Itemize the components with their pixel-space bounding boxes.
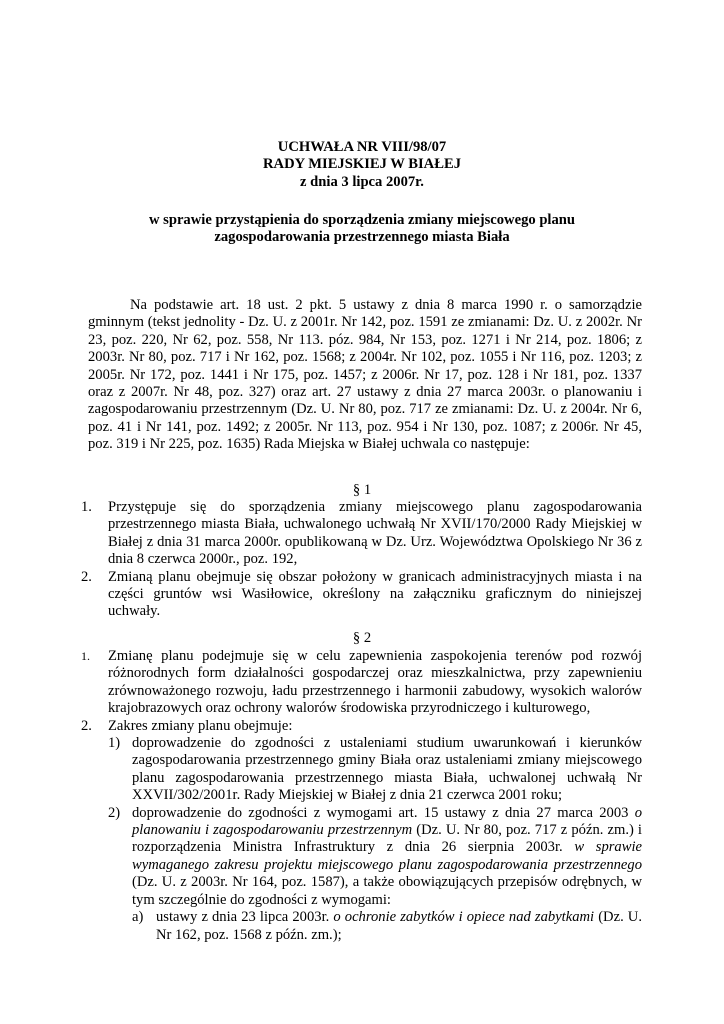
text-segment: ustawy z dnia 23 lipca 2003r. bbox=[156, 909, 334, 926]
item-number: 1. bbox=[81, 649, 90, 663]
preamble-paragraph: Na podstawie art. 18 ust. 2 pkt. 5 ustawy z dnia 8 marca 1990 r. o samorządzie gminnym (tekst jednolity - Dz. U. z 2001r. Nr 142, poz. 1591 ze zmianami: Dz. U. z 2002r. Nr 23, poz. 220, Nr 62, poz. 558, Nr 113. póz. 984, Nr 153, poz. 1271 i Nr 214, poz. 1806; z 2003r. Nr 80, poz. 717 i Nr 162, poz. 1568; z 2004r. Nr 102, poz. 1055 i Nr 116, poz. 1203; z 2005r. Nr 172, poz. 1441 i Nr 175, poz. 1457; z 2006r. Nr 17, poz. 128 i Nr 181, poz. 1337 oraz z 2007r. Nr 48, poz. 327) oraz art. 27 ustawy z dnia 27 marca 2003r. o planowaniu i zagospodarowaniu przestrzennym (Dz. U. Nr 80, poz. 717 ze zmianami: Dz. U. z 2004r. Nr 6, poz. 41 i Nr 141, poz. 1492; z 2005r. Nr 113, poz. 954 i Nr 130, poz. 1087; z 2006r. Nr 45, poz. 319 i Nr 225, poz. 1635) Rada Miejska w Białej uchwala co następuje: bbox=[88, 297, 642, 453]
sub-item-number: 2) bbox=[108, 804, 121, 821]
item-number: 2. bbox=[81, 568, 92, 585]
item-text: Przystępuje się do sporządzenia zmiany miejscowego planu zagospodarowania przestrzennego miasta Biała, uchwalonego uchwałą Nr XVII/170/2000 Rady Miejskiej w Białej z dnia 31 marca 2000r. opublikowaną w Dz. Urz. Województwa Opolskiego Nr 36 z dnia 8 czerwca 2000r., poz. 192, bbox=[108, 499, 642, 568]
sub-item-text bbox=[132, 805, 642, 909]
sub-item-text: doprowadzenie do zgodności z ustaleniami studium uwarunkowań i kierunków zagospodarowania przestrzennego gminy Biała oraz ustaleniami zmiany miejscowego planu zagospodarowania przestrzennego miasta Biała, uchwalonej uchwałą Nr XXVII/302/2001r. Rady Miejskiej w Białej z dnia 21 czerwca 2001 roku; bbox=[132, 735, 642, 804]
text-segment: (Dz. U. Nr 162, poz. 1568 z późn. zm.); bbox=[156, 909, 642, 943]
list-item bbox=[81, 648, 642, 718]
resolution-date: z dnia 3 lipca 2007r. bbox=[300, 173, 424, 190]
resolution-number: UCHWAŁA NR VIII/98/07 bbox=[277, 139, 447, 155]
section-2-list bbox=[81, 648, 642, 944]
item-number: 1. bbox=[81, 499, 92, 515]
sub-list-item bbox=[81, 735, 642, 805]
section-1-title: § 1 bbox=[352, 482, 372, 498]
item-text: Zmianę planu podejmuje się w celu zapewnienia zaspokojenia terenów pod rozwój różnorodnych form działalności gospodarczej oraz mieszkalnictwa, przy zapewnieniu zrównoważonego rozwoju, ładu przestrzennego i harmonii zabudowy, wysokich walorów krajobrazowych oraz ochrony walorów środowiska przyrodniczego i kulturowego, bbox=[108, 648, 642, 717]
text-segment: doprowadzenie do zgodności z wymogami art. 15 ustawy z dnia 27 marca 2003 bbox=[132, 804, 635, 821]
sub-sub-item-text bbox=[156, 909, 642, 944]
italic-act-title: o ochronie zabytków i opiece nad zabytkami bbox=[333, 909, 595, 926]
sub-item-number: 1) bbox=[108, 735, 121, 752]
section-2-title: § 2 bbox=[352, 630, 372, 646]
resolution-subject bbox=[90, 212, 634, 247]
italic-regulation-title: w sprawie wymaganego zakresu projektu miejscowego planu zagospodarowania przestrzennego bbox=[132, 839, 642, 873]
text-segment: (Dz. U. z 2003r. Nr 164, poz. 1587), a także obowiązujących przepisów odrębnych, w tym szczególnie do zgodności z wymogami: bbox=[132, 874, 642, 908]
sub-sub-item-number: a) bbox=[132, 909, 144, 926]
section-1-list bbox=[81, 499, 642, 621]
item-number: 2. bbox=[81, 717, 92, 734]
text-segment: (Dz. U. Nr 80, poz. 717 z późn. zm.) i rozporządzenia Ministra Infrastruktury z dnia 26 sierpnia 2003r. bbox=[132, 822, 642, 856]
list-item bbox=[81, 569, 642, 621]
subject-line-1: w sprawie przystąpienia do sporządzenia zmiany miejscowego planu bbox=[148, 212, 576, 228]
list-item bbox=[81, 499, 642, 569]
list-item bbox=[81, 718, 642, 735]
item-text: Zmianą planu obejmuje się obszar położony w granicach administracyjnych miasta i na części gruntów wsi Wasiłowice, określony na załączniku graficznym do niniejszej uchwały. bbox=[108, 568, 642, 620]
resolution-header bbox=[0, 139, 724, 191]
sub-sub-list-item bbox=[81, 909, 642, 944]
italic-act-title: o planowaniu i zagospodarowaniu przestrzennym bbox=[132, 804, 642, 839]
sub-list-item bbox=[81, 805, 642, 909]
item-text: Zakres zmiany planu obejmuje: bbox=[108, 717, 293, 734]
subject-line-2: zagospodarowania przestrzennego miasta Biała bbox=[214, 229, 510, 246]
council-name: RADY MIEJSKIEJ W BIAŁEJ bbox=[262, 156, 461, 173]
